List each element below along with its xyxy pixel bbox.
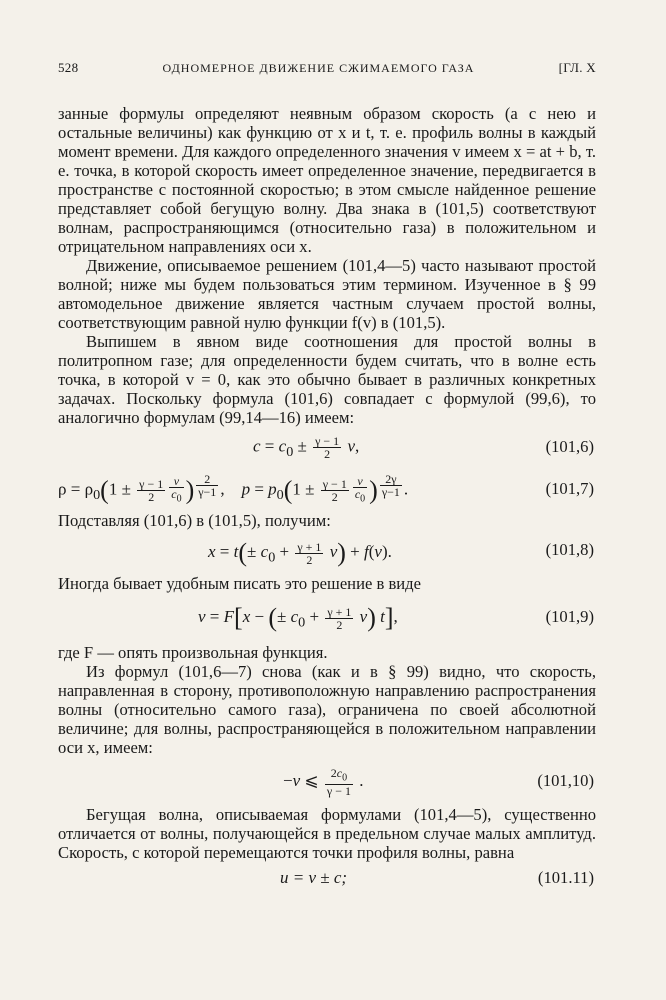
paragraph-5: Иногда бывает удобным писать это решение в виде bbox=[58, 574, 421, 593]
equation-101-11 bbox=[58, 864, 596, 894]
equation-number: (101,8) bbox=[545, 540, 594, 559]
paragraph-8: Бегущая волна, описываемая формулами (101,4—5), существенно отличается от волны, получающейся в предельном случае малых амплитуд. Скорость, с которой перемещаются точки профиля волны, равна bbox=[58, 805, 596, 862]
page-number: 528 bbox=[58, 60, 79, 75]
equation-body: −v ⩽ $\frac{2c_0}{\gamma - 1}$ . bbox=[283, 766, 364, 799]
equation-number: (101,7) bbox=[545, 479, 594, 498]
paragraph-7: Из формул (101,6—7) снова (как и в § 99) видно, что скорость, направленная в сторону, противоположную направлению распространения волны (относительно самого газа), ограничена по своей абсолютной величине; для волны, распространяющейся в положительном направлении оси x, имеем: bbox=[58, 662, 596, 757]
paragraph-3: Выпишем в явном виде соотношения для простой волны в политропном газе; для определенности будем считать, что в волне есть точка, в которой v = 0, как это обычно бывает в различных конкретных задачах. Поскольку формула (101,6) совпадает с формулой (99,6), то аналогично формулам (99,14—16) имеем: bbox=[58, 332, 596, 427]
equation-body: $\rho = \rho_0(1$ ± $\frac{\gamma - 1}{2}$ $\frac{v}{c_0}$ ) $^{\frac{2}{\gamma-1}}$ , $p = p_0(1$ ± $\frac{\gamma - 1}{2}$ $\frac{v}{c_0}$ ) $^{\frac{2\gamma}{\gamma-1}}$ . bbox=[58, 472, 409, 505]
equation-body: u = v ± c; bbox=[280, 868, 348, 887]
equation-101-9 bbox=[58, 595, 596, 641]
paragraph-2: Движение, описываемое решением (101,4—5) часто называют простой волной; ниже мы будем пользоваться этим термином. Изученное в § 99 автомодельное движение является частным случаем простой волны, соответствующим равной нулю функции f(v) в (101,5). bbox=[58, 256, 596, 332]
equation-101-10 bbox=[58, 759, 596, 803]
equation-number: (101,10) bbox=[537, 771, 594, 790]
running-title: ОДНОМЕРНОЕ ДВИЖЕНИЕ СЖИМАЕМОГО ГАЗА bbox=[162, 61, 475, 75]
equation-body: $c = c_0$ ± $\frac{\gamma - 1}{2}$ v, bbox=[253, 434, 360, 461]
equation-number: (101,9) bbox=[545, 607, 594, 626]
equation-101-6 bbox=[58, 429, 596, 463]
page-header bbox=[58, 60, 596, 76]
paragraph-6: где F — опять произвольная функция. bbox=[58, 643, 328, 662]
paragraph-4: Подставляя (101,6) в (101,5), получим: bbox=[58, 511, 331, 530]
equation-101-8 bbox=[58, 532, 596, 572]
paragraph-1: занные формулы определяют неявным образом скорость (а с нею и остальные величины) как функцию от x и t, т. е. профиль волны в каждый момент времени. Для каждого определенного значения v имеем x = at + b, т. е. точка, в которой скорость имеет определенное значение, передвигается в пространстве с постоянной скоростью; в этом смысле найденное решение представляет собой бегущую волну. Два знака в (101,5) соответствуют волнам, распространяющимся (относительно газа) в положительном и отрицательном направлениях оси x. bbox=[58, 104, 596, 256]
equation-number: (101.11) bbox=[537, 868, 594, 887]
equation-body: $x = t(\pm c_0$ + $\frac{\gamma + 1}{2}$ v) + f(v). bbox=[208, 538, 392, 567]
book-page bbox=[58, 60, 596, 896]
equation-body: v = F[x − (± $c_0$ + $\frac{\gamma + 1}{2}$ v) t], bbox=[198, 603, 398, 632]
equation-101-7 bbox=[58, 465, 596, 509]
equation-number: (101,6) bbox=[545, 437, 594, 456]
chapter-marker: [ГЛ. X bbox=[558, 60, 596, 75]
